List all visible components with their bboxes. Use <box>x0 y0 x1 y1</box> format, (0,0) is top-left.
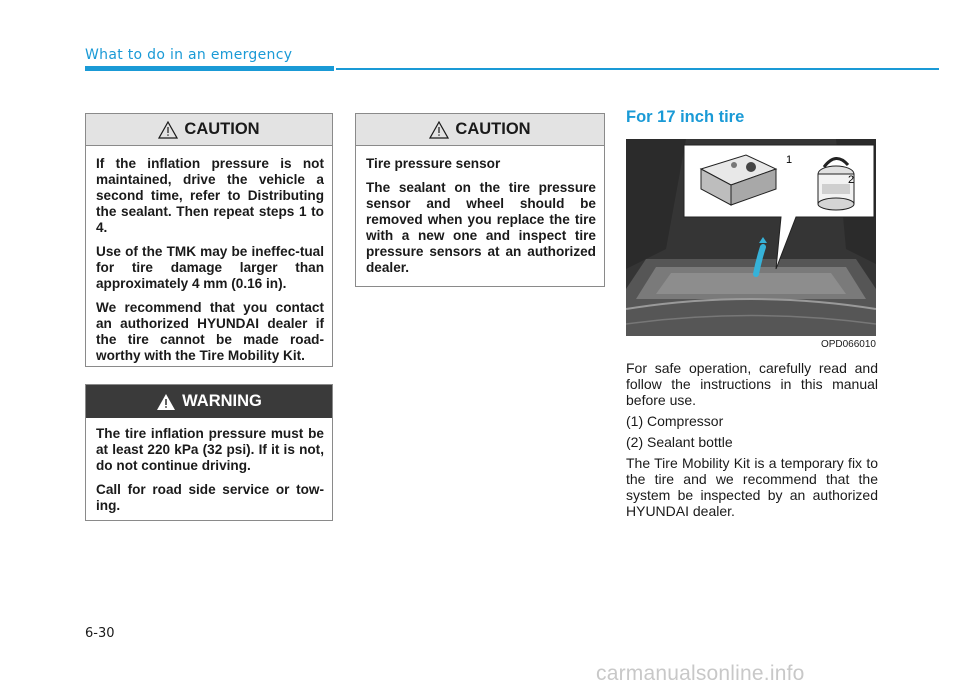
caution-header <box>356 114 604 146</box>
warning-paragraph: The tire inflation pressure must be at least 220 kPa (32 psi). If it is not, do not continue driving. <box>96 426 324 473</box>
section-title: What to do in an emergency <box>85 47 293 63</box>
page-number: 6-30 <box>85 626 115 641</box>
trunk-illustration <box>626 139 876 336</box>
caution-subheading: Tire pressure sensor <box>366 156 501 171</box>
caution-box-inflation <box>85 113 333 367</box>
caution-paragraph: The sealant on the tire pressure sensor and wheel should be removed when you replace the tire with a new one and inspect tire pressure sensors at an authorized dealer. <box>366 180 596 275</box>
caution-paragraph: Use of the TMK may be ineffec-tual for tire damage larger than approximately 4 mm (0.16 in). <box>96 244 324 291</box>
watermark: carmanualsonline.info <box>596 662 805 685</box>
caution-header <box>86 114 332 146</box>
figure-code: OPD066010 <box>820 339 876 350</box>
body-text <box>626 360 878 519</box>
body-list-item: (1) Compressor <box>626 413 724 429</box>
trunk-drawing <box>626 139 876 336</box>
caution-paragraph: If the inflation pressure is not maintained, drive the vehicle a second time, refer to Distributing the sealant. Then repeat steps 1 to 4. <box>96 156 324 235</box>
caution-title: CAUTION <box>455 120 531 138</box>
warning-title: WARNING <box>182 392 262 410</box>
body-paragraph: The Tire Mobility Kit is a temporary fix to the tire and we recommend that the system be inspected by an authorized HYUNDAI dealer. <box>626 455 878 519</box>
caution-triangle-icon <box>429 121 449 139</box>
warning-header <box>86 385 332 418</box>
subsection-heading: For 17 inch tire <box>626 108 745 126</box>
right-column <box>626 108 878 524</box>
caution-triangle-icon <box>158 121 178 139</box>
body-paragraph: For safe operation, carefully read and follow the instructions in this manual before use. <box>626 360 878 408</box>
callout-2: 2 <box>848 174 855 186</box>
caution-paragraph: We recommend that you contact an authorized HYUNDAI dealer if the tire cannot be made road-worthy with the Tire Mobility Kit. <box>96 300 324 363</box>
callout-1: 1 <box>786 154 793 166</box>
warning-triangle-icon <box>156 393 176 411</box>
caution-box-tpms <box>355 113 605 287</box>
header-rule-thin <box>336 68 939 70</box>
header-rule-thick <box>85 66 334 71</box>
warning-box <box>85 384 333 521</box>
caution-title: CAUTION <box>184 120 260 138</box>
body-list-item: (2) Sealant bottle <box>626 434 733 450</box>
warning-paragraph: Call for road side service or tow-ing. <box>96 482 324 513</box>
